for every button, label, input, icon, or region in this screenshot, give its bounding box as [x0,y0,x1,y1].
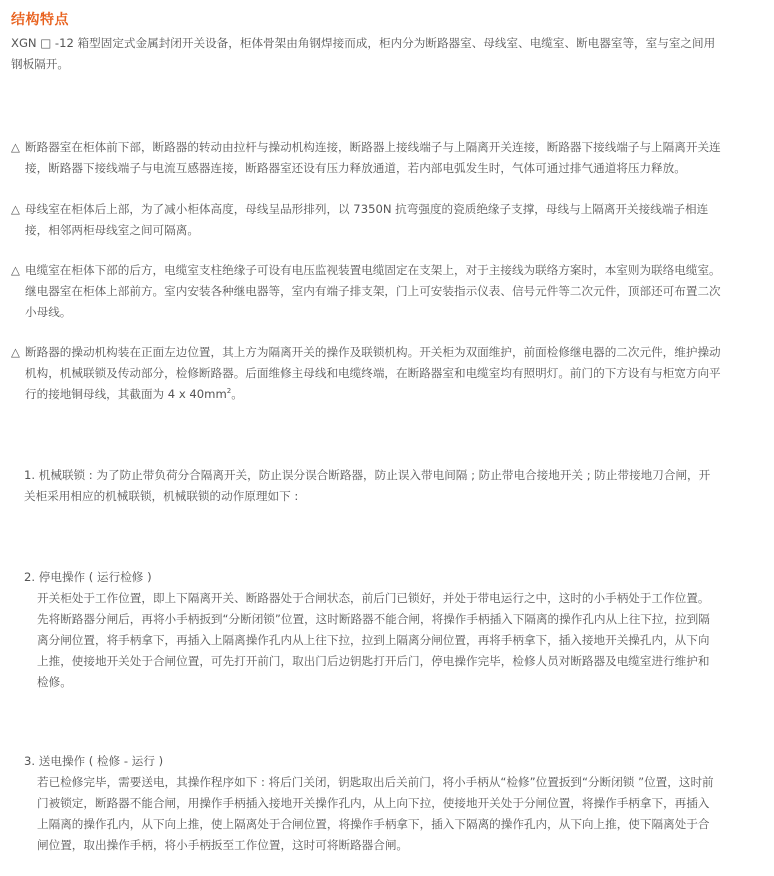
step-item [24,751,719,856]
feature-text: 母线室在柜体后上部，为了减小柜体高度，母线呈品形排列，以 7350N 抗弯强度的瓷质绝缘子支撑，母线与上隔离开关接线端子相连接，相邻两柜母线室之间可隔离。 [25,202,709,237]
step-heading-text: 停电操作 ( 运行检修 ) [38,570,152,584]
feature-text [11,342,721,405]
triangle-icon: △ [11,202,20,216]
step-body: 机械联锁 : 为了防止带负荷分合隔离开关，防止误分误合断路器，防止误入带电间隔 ; 防止带电合接地开关 ; 防止带接地刀合闸，开关柜采用相应的机械联锁，机械联锁的动作原理如下 : [24,468,711,503]
section-title: 结构特点 [11,12,69,28]
step-heading [24,567,719,588]
feature-item [11,342,721,405]
step-body: 开关柜处于工作位置，即上下隔离开关、断路器处于合闸状态，前后门已锁好，并处于带电运行之中，这时的小手柄处于工作位置。先将断路器分闸后，再将小手柄扳到“分断闭锁”位置，这时断路器不能合闸，将操作手柄插入下隔离的操作孔内从上往下拉，拉到隔离分闸位置，将手柄拿下，再插入上隔离操作孔内从上往下拉，拉到上隔离分闸位置，再将手柄拿下，插入接地开关操孔内，从下向上推，使接地开关处于合闸位置，可先打开前门，取出门后边钥匙打开后门，停电操作完毕，检修人员对断路器及电缆室进行维护和检修。 [37,591,710,689]
intro-paragraph: XGN □ -12 箱型固定式金属封闭开关设备，柜体骨架由角钢焊接而成，柜内分为断路器室、母线室、电缆室、断电器室等，室与室之间用钢板隔开。 [11,36,716,71]
step-text [24,465,719,507]
step-number: 3. [24,754,36,768]
triangle-icon: △ [11,140,20,154]
feature-text: 电缆室在柜体下部的后方，电缆室支柱绝缘子可设有电压监视装置电缆固定在支架上，对于主接线为联络方案时，本室则为联络电缆室。继电器室在柜体上部前方。室内安装各种继电器等，室内有端子排支架，门上可安装指示仪表、信号元件等二次元件，顶部还可布置二次小母线。 [25,263,721,319]
step-body: 若已检修完毕，需要送电，其操作程序如下 : 将后门关闭，钥匙取出后关前门，将小手柄从“检修”位置扳到“分断闭锁 ”位置，这时前门被锁定，断路器不能合闸，用操作手柄插入接地开关操作孔内，从上向下拉，使接地开关处于分闸位置，将操作手柄拿下，再插入上隔离的操作孔内，从下向上推，使上隔离处于合闸位置，将操作手柄拿下，插入下隔离的操作孔内，从下向上推，使下隔离处于合闸位置，取出操作手柄，将小手柄扳至工作位置，这时可将断路器合闸。 [37,775,714,852]
step-item [24,465,719,507]
triangle-icon: △ [11,345,20,359]
step-heading [24,751,719,772]
feature-text-tail: 。 [231,387,243,401]
feature-item [11,137,721,179]
feature-text-main: 断路器的操动机构装在正面左边位置，其上方为隔离开关的操作及联锁机构。开关柜为双面维护，前面检修继电器的二次元件，维护操动机构，机械联锁及传动部分，检修断路器。后面维修主母线和电缆终端，在断路器室和电缆室均有照明灯。前门的下方设有与柜宽方向平行的接地铜母线，其截面为 4 x 40mm [25,345,721,401]
feature-text: 断路器室在柜体前下部，断路器的转动由拉杆与操动机构连接，断路器上接线端子与上隔离开关连接，断路器下接线端子与上隔离开关连接，断路器下接线端子与电流互感器连接，断路器室还设有压力释放通道，若内部电弧发生时，气体可通过排气通道将压力释放。 [25,140,721,175]
step-number: 1. [24,468,36,482]
step-heading-text: 送电操作 ( 检修 - 运行 ) [38,754,164,768]
step-item [24,567,719,693]
superscript: 2 [226,387,232,395]
step-number: 2. [24,570,36,584]
feature-item [11,199,721,241]
feature-item [11,260,721,323]
triangle-icon: △ [11,263,20,277]
